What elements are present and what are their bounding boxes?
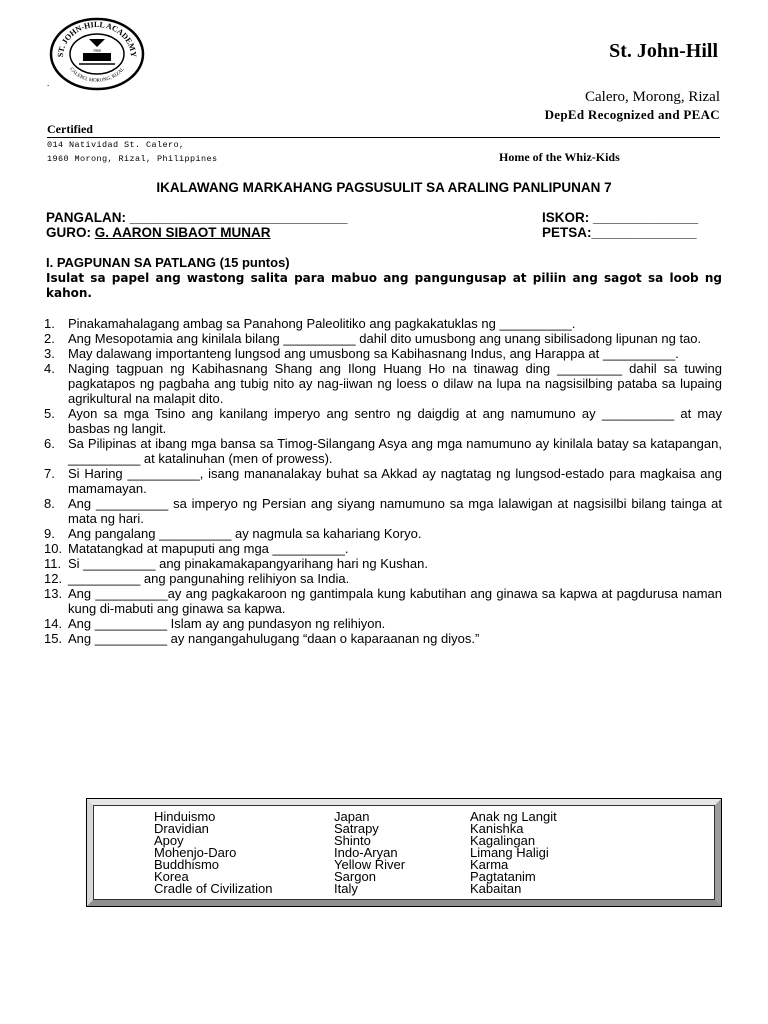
word-bank-item: Shinto: [334, 833, 371, 848]
word-bank-item: Korea: [154, 869, 189, 884]
teacher-name: G. AARON SIBAOT MUNAR: [94, 225, 271, 240]
teacher-label: GURO:: [46, 225, 91, 240]
word-bank-item: Yellow River: [334, 857, 406, 872]
word-bank-item: Dravidian: [154, 821, 209, 836]
question-text: Ang __________ay ang pagkakaroon ng gantimpala kung kabutihan ang ginawa sa kapwa at pagdurusa naman kung di-mabuti ang ginawa sa kapwa.: [68, 586, 722, 616]
school-motto: Home of the Whiz-Kids: [499, 150, 620, 164]
seal-text-top: ST. JOHN-HILL ACADEMY: [55, 19, 139, 58]
question-item: [44, 496, 722, 526]
question-number: 15.: [44, 631, 63, 646]
svg-text:CALERO, MORONG, RIZAL: [68, 67, 125, 84]
question-item: [44, 361, 722, 406]
question-text: Ang __________ ay nangangahulugang “daan o kaparaanan ng diyos.”: [68, 631, 480, 646]
question-item: [44, 541, 722, 556]
word-bank-item: Limang Haligi: [470, 845, 549, 860]
school-seal-logo: [49, 17, 145, 91]
stray-mark: .: [47, 78, 50, 88]
question-item: [44, 586, 722, 616]
certified-label: Certified: [47, 122, 93, 136]
word-bank-item: Karma: [470, 857, 509, 872]
question-item: [44, 616, 722, 631]
question-number: 12.: [44, 571, 63, 586]
accreditation-text: DepEd Recognized and PEAC: [544, 107, 720, 122]
name-field[interactable]: [46, 210, 347, 225]
question-number: 2.: [44, 331, 55, 346]
score-label: ISKOR:: [542, 210, 590, 225]
question-item: [44, 331, 722, 346]
question-item: [44, 406, 722, 436]
word-bank-item: Indo-Aryan: [334, 845, 398, 860]
question-text: Ang __________ Islam ay ang pundasyon ng relihiyon.: [68, 616, 386, 631]
name-blank[interactable]: _____________________________: [126, 210, 348, 225]
header-divider: [47, 137, 720, 138]
word-bank-item: Apoy: [154, 833, 184, 848]
school-name: St. John-Hill: [609, 40, 718, 62]
school-location: Calero, Morong, Rizal: [585, 89, 720, 105]
question-number: 4.: [44, 361, 55, 376]
word-bank-item: Kagalingan: [470, 833, 536, 848]
question-text: Sa Pilipinas at ibang mga bansa sa Timog-Silangang Asya ang mga namumuno ay kinilala batay sa katapangan, __________ at katalinuhan (men of prowess).: [68, 436, 722, 466]
question-item: [44, 346, 722, 361]
question-number: 10.: [44, 541, 63, 556]
word-bank-item: Hinduismo: [154, 809, 216, 824]
question-number: 8.: [44, 496, 55, 511]
word-bank-item: Kanishka: [470, 821, 524, 836]
word-bank-item: Cradle of Civilization: [154, 881, 273, 896]
question-number: 13.: [44, 586, 63, 601]
question-number: 5.: [44, 406, 55, 421]
word-bank-item: Anak ng Langit: [470, 809, 557, 824]
question-number: 9.: [44, 526, 55, 541]
question-item: [44, 316, 722, 331]
word-bank-column-1: [154, 811, 273, 895]
name-label: PANGALAN:: [46, 210, 126, 225]
question-item: [44, 631, 722, 646]
date-label: PETSA:: [542, 225, 592, 240]
word-bank-item: Japan: [334, 809, 370, 824]
question-text: __________ ang pangunahing relihiyon sa India.: [68, 571, 350, 586]
question-text: Ang pangalang __________ ay nagmula sa kahariang Koryo.: [68, 526, 422, 541]
word-bank-item: Buddhismo: [154, 857, 220, 872]
word-bank-item: Pagtatanim: [470, 869, 536, 884]
word-bank-item: Satrapy: [334, 821, 379, 836]
seal-text-bottom: CALERO, MORONG, RIZAL: [68, 66, 126, 84]
section-instruction: Isulat sa papel ang wastong salita para mabuo ang pangungusap at piliin ang sagot sa loob ng kahon.: [46, 271, 722, 300]
question-number: 7.: [44, 466, 55, 481]
word-bank-column-3: [470, 811, 557, 895]
teacher-field: [46, 225, 271, 240]
question-number: 1.: [44, 316, 55, 331]
question-text: Pinakamahalagang ambag sa Panahong Paleolitiko ang pagkakatuklas ng __________.: [68, 316, 576, 331]
question-item: [44, 571, 722, 586]
question-item: [44, 466, 722, 496]
address-line-2: 1960 Morong, Rizal, Philippines: [47, 154, 218, 164]
section-heading: I. PAGPUNAN SA PATLANG (15 puntos): [46, 255, 290, 270]
question-list: [44, 316, 722, 646]
question-text: Si __________ ang pinakamakapangyarihang hari ng Kushan.: [68, 556, 428, 571]
word-bank-column-2: [334, 811, 405, 895]
question-number: 6.: [44, 436, 55, 451]
question-text: Ang Mesopotamia ang kinilala bilang __________ dahil dito umusbong ang unang sibilisadong lipunan ng tao.: [68, 331, 702, 346]
question-number: 11.: [44, 556, 62, 571]
date-field[interactable]: [542, 225, 697, 240]
question-text: Naging tagpuan ng Kabihasnang Shang ang Ilong Huang Ho na tinawag ding _________ dahil sa tuwing pagkatapos ng pagbaha ang tubig nito ay nag-iiwan ng loess o dilaw na lupa na nagsisilbing pataba sa lupaing agrikultural na malapit dito.: [68, 361, 722, 406]
exam-title: IKALAWANG MARKAHANG PAGSUSULIT SA ARALING PANLIPUNAN 7: [156, 180, 612, 195]
question-text: Ayon sa mga Tsino ang kanilang imperyo ang sentro ng daigdig at ang namumuno ay __________ at may basbas ng langit.: [68, 406, 722, 436]
score-blank[interactable]: ______________: [589, 210, 699, 225]
question-item: [44, 526, 722, 541]
word-bank-item: Mohenjo-Daro: [154, 845, 237, 860]
word-bank-item: Italy: [334, 881, 358, 896]
question-text: May dalawang importanteng lungsod ang umusbong sa Kabihasnang Indus, ang Harappa at __________.: [68, 346, 679, 361]
date-blank[interactable]: ______________: [591, 225, 697, 240]
score-field[interactable]: [542, 210, 698, 225]
question-item: [44, 556, 722, 571]
question-text: Matatangkad at mapuputi ang mga __________.: [68, 541, 349, 556]
question-number: 14.: [44, 616, 63, 631]
address-line-1: 014 Natividad St. Calero,: [47, 140, 185, 150]
question-text: Ang __________ sa imperyo ng Persian ang siyang namumuno sa mga lalawigan at nagsisilbi bilang tainga at mata ng hari.: [68, 496, 722, 526]
seal-year: 1960: [93, 48, 101, 53]
word-bank-item: Sargon: [334, 869, 376, 884]
question-text: Si Haring __________, isang mananalakay buhat sa Akkad ay nagtatag ng lungsod-estado para magkaisa ang mamamayan.: [68, 466, 722, 496]
question-item: [44, 436, 722, 466]
word-bank-item: Kabaitan: [470, 881, 522, 896]
question-number: 3.: [44, 346, 55, 361]
